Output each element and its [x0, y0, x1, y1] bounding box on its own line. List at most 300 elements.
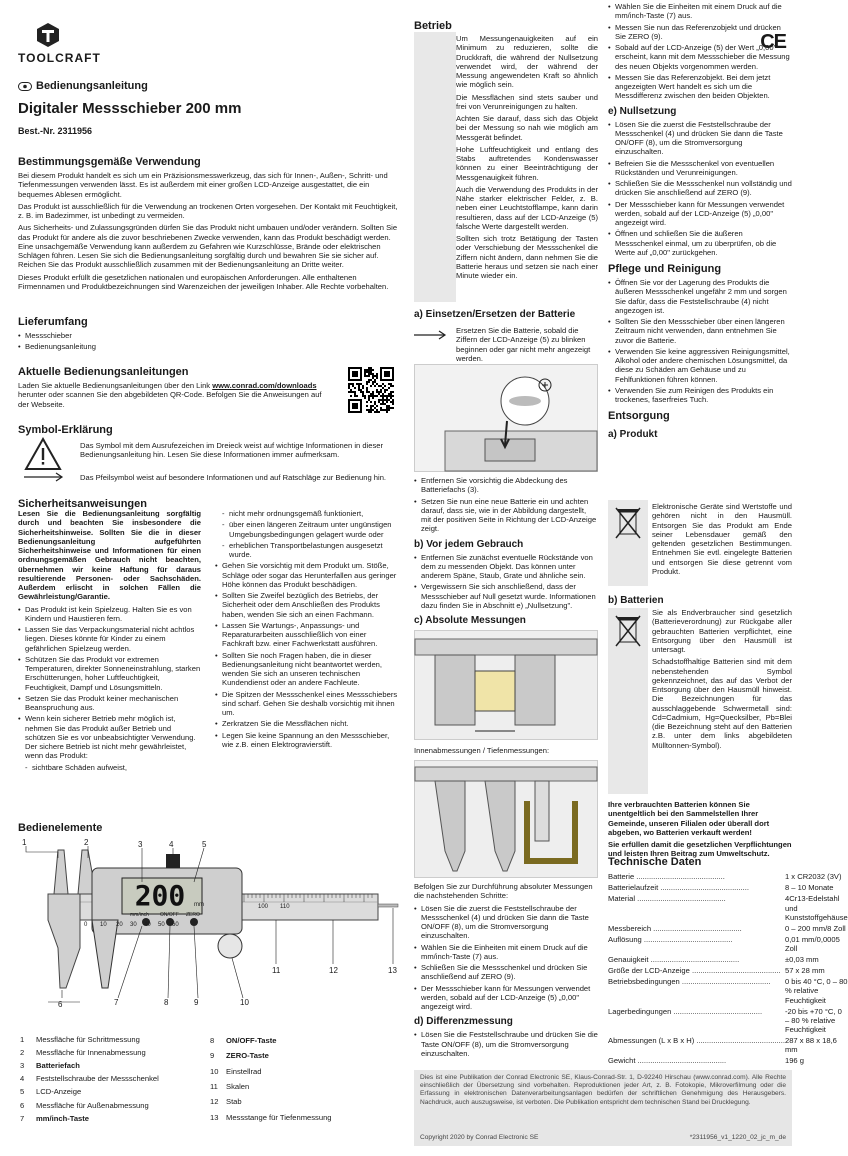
- qr-module: [382, 401, 384, 403]
- qr-module: [372, 377, 374, 379]
- callout-number: 2: [84, 838, 89, 847]
- list-item: • Öffnen Sie vor der Lagerung des Produkts die äußeren Messschenkel ungefähr 2 mm und sorgen Sie dafür, dass die Feststellschraube (4) nicht angezogen ist.: [608, 278, 792, 315]
- section-heading: Entsorgung: [608, 410, 670, 423]
- legend-label: Messfläche für Innenabmessung: [36, 1048, 146, 1058]
- qr-module: [368, 381, 370, 383]
- qr-module: [366, 371, 368, 373]
- qr-module: [388, 407, 390, 409]
- legend-label: Messstange für Tiefenmessung: [226, 1112, 332, 1122]
- qr-module: [384, 399, 386, 401]
- qr-module: [370, 405, 372, 407]
- qr-module: [370, 369, 372, 371]
- copyright: Copyright 2020 by Conrad Electronic SE: [420, 1134, 539, 1142]
- qr-module: [366, 375, 368, 377]
- safety-item: • Lassen Sie das Verpackungsmaterial nicht achtlos liegen. Dieses könnte für Kinder zu einem gefährlichen Spielzeug werden.: [18, 625, 201, 653]
- qr-module: [390, 401, 392, 403]
- legend-number: 9: [210, 1051, 215, 1061]
- qr-module: [358, 387, 360, 389]
- brand-name: TOOLCRAFT: [18, 51, 101, 65]
- battery-illustration: [414, 364, 598, 472]
- qr-module: [372, 369, 374, 371]
- qr-module: [364, 373, 366, 375]
- button-label-zero: ZERO: [186, 912, 200, 918]
- qr-module: [368, 369, 370, 371]
- qr-module: [348, 385, 350, 387]
- doc-title: Digitaler Messschieber 200 mm: [18, 100, 242, 117]
- callout-number: 3: [138, 840, 143, 849]
- legend-number: 3: [20, 1061, 25, 1071]
- inner-measurement-illustration: [414, 760, 598, 878]
- qr-module: [366, 405, 368, 407]
- qr-module: [356, 395, 358, 397]
- callout-number: 13: [388, 966, 397, 975]
- qr-module: [364, 371, 366, 373]
- legend-row: [20, 1060, 206, 1071]
- qr-module: [390, 383, 392, 385]
- qr-module: [374, 379, 376, 381]
- legend-row: [20, 1034, 206, 1045]
- warning-explanation: Das Symbol mit dem Ausrufezeichen im Dreieck weist auf wichtige Informationen in dieser Bedienungsanleitung hin. Lesen Sie diese Informationen immer aufmerksam.: [80, 441, 384, 460]
- safety-item: • Die Spitzen der Messschenkel eines Messschiebers sind scharf. Gehen Sie deshalb vorsichtig mit ihnen um.: [215, 690, 398, 718]
- qr-module: [370, 393, 372, 395]
- safety-item: • Setzen Sie das Produkt keiner mechanischen Beanspruchung aus.: [18, 694, 201, 713]
- safety-item: • Sollten Sie noch Fragen haben, die in dieser Bedienungsanleitung nicht beantwortet werden, wenden Sie sich an unseren technischen Kundendienst oder an andere Fachleute.: [215, 651, 398, 688]
- legend-label: LCD-Anzeige: [36, 1087, 82, 1097]
- qr-module: [384, 371, 390, 377]
- legend-number: 7: [20, 1113, 25, 1123]
- qr-module: [366, 389, 368, 391]
- qr-module: [368, 379, 370, 381]
- section-heading: c) Absolute Messungen: [414, 615, 526, 626]
- product-disposal-text: Elektronische Geräte sind Wertstoffe und gehören nicht in den Hausmüll. Entsorgen Sie das Produkt am Ende seiner Lebensdauer gemäß den geltenden gesetzlichen Bestimmungen. Entnehmen Sie evtl. eingelegte Batterien und entsorgen Sie diese getrennt vom Produkt.: [652, 502, 792, 576]
- qr-module: [376, 405, 378, 407]
- footer-text: Dies ist eine Publikation der Conrad Electronic SE, Klaus-Conrad-Str. 1, D-92240 Hirschau (www.conrad.com). Alle Rechte einschließlich der Übersetzung sind vorbehalten. Reproduktionen jeder Art, z. B. Fotokopie, Mikroverfilmung oder die Erfassung in elektronischen Datenverarbeitungsanlagen bedürfen der schriftlichen Genehmigung des Herausgebers. Nachdruck, auch auszugsweise, ist verboten. Die Publikation entspricht dem technischen Stand bei Drucklegung.: [420, 1074, 786, 1106]
- list-item: • Schließen Sie die Messschenkel und drücken Sie anschließend auf ZERO (9).: [414, 963, 598, 982]
- legend-right: [208, 1032, 398, 1126]
- qr-module: [386, 399, 388, 401]
- absolute-steps: [414, 882, 598, 1060]
- qr-module: [378, 385, 380, 387]
- arrow-icon: [414, 330, 446, 340]
- spec-value: 8 – 10 Monate: [784, 883, 834, 893]
- scale-number: 30: [130, 922, 137, 928]
- qr-module: [372, 405, 374, 407]
- list-item: • Lösen Sie die Feststellschraube und drücken Sie die Taste ON/OFF (8), um die Stromversorgung einzuschalten.: [414, 1030, 598, 1058]
- legend-number: 10: [210, 1066, 219, 1076]
- legend-label: Messfläche für Außenabmessung: [36, 1100, 149, 1110]
- legend-label: Einstellrad: [226, 1066, 262, 1076]
- ce-mark: CE: [760, 31, 786, 53]
- paragraph: Sie erfüllen damit die gesetzlichen Verpflichtungen und leisten Ihren Beitrag zum Umweltschutz.: [608, 840, 792, 859]
- qr-module: [368, 399, 370, 401]
- qr-module: [376, 375, 378, 377]
- list-item: • Wählen Sie die Einheiten mit einem Druck auf die mm/inch-Taste (7) aus.: [608, 2, 792, 21]
- qr-module: [382, 395, 384, 397]
- spec-key: Batterielaufzeit ..........................................: [608, 883, 749, 893]
- list-item: • Öffnen und schließen Sie die äußeren Messschenkel einmal, um zu überprüfen, ob die Werte auf „0,00" zurückgehen.: [608, 229, 792, 257]
- legend-label: Skalen: [226, 1081, 250, 1091]
- safety-intro: Lesen Sie die Bedienungsanleitung sorgfältig durch und beachten Sie insbesondere die Sicherheitshinweise. Sollten Sie die in dieser Bedienungsanleitung aufgeführten Sicherheitshinweise und Informationen für einen ordnungsgemäßen Gebrauch nicht beachten, übernehmen wir keine Haftung für daraus resultierende Personen- oder Sachschäden. Außerdem erlischt in solchen Fällen die Gewährleistung/Garantie.: [18, 509, 201, 602]
- qr-module: [372, 383, 374, 385]
- list-item: • Lösen Sie die zuerst die Feststellschraube der Messschenkel (4) und drücken Sie dann die Taste ON/OFF (8), um die Stromversorgung einzuschalten.: [414, 904, 598, 941]
- qr-module: [362, 387, 364, 389]
- legend-label: ZERO-Taste: [226, 1051, 269, 1061]
- list-item: • Der Messschieber kann für Messungen verwendet werden, sobald auf der LCD-Anzeige (5) „0,00" angezeigt wird.: [414, 984, 598, 1012]
- qr-module: [366, 401, 368, 403]
- text: Laden Sie aktuelle Bedienungsanleitungen über den Link: [18, 381, 213, 391]
- qr-module: [368, 371, 370, 373]
- qr-module: [378, 393, 380, 395]
- section-specs: [608, 850, 848, 1066]
- qr-module: [364, 369, 366, 371]
- paragraph: Das Produkt ist ausschließlich für die Verwendung an trockenen Orten vorgesehen. Der Kontakt mit Feuchtigkeit, z. B. im Badezimmer, ist unbedingt zu vermeiden.: [18, 201, 398, 221]
- callout-number: 8: [164, 998, 169, 1007]
- qr-module: [384, 389, 386, 391]
- spec-key: Betriebsbedingungen ..........................................: [608, 977, 771, 987]
- qr-module: [382, 409, 384, 411]
- qr-module: [362, 391, 364, 393]
- qr-module: [386, 407, 388, 409]
- qr-module: [368, 395, 370, 397]
- qr-module: [392, 401, 394, 403]
- qr-module: [390, 407, 392, 409]
- section-heading: Bestimmungsgemäße Verwendung: [18, 156, 201, 168]
- qr-module: [364, 395, 366, 397]
- spec-row: [608, 1035, 848, 1055]
- callout-number: 6: [58, 1000, 63, 1009]
- header: [18, 22, 398, 122]
- spec-row: [608, 1055, 848, 1066]
- spec-value: 1 x CR2032 (3V): [784, 872, 842, 882]
- qr-module: [392, 403, 394, 405]
- section-heading: Betrieb: [414, 20, 452, 32]
- caliper-illustration: [18, 838, 398, 1018]
- spec-row: [608, 893, 848, 922]
- qr-module: [384, 391, 386, 393]
- qr-module: [368, 373, 370, 375]
- difference-steps: [608, 2, 792, 443]
- qr-module: [390, 393, 392, 395]
- qr-module: [370, 367, 372, 369]
- brand-logo-icon: [36, 22, 60, 48]
- scale-number: 110: [280, 904, 290, 910]
- section-controls: [18, 816, 398, 837]
- qr-module: [390, 385, 392, 387]
- qr-module: [384, 409, 386, 411]
- battery-disposal-text: [652, 608, 792, 753]
- qr-module: [374, 395, 376, 397]
- qr-module: [392, 385, 394, 387]
- qr-module: [372, 409, 374, 411]
- callout-number: 7: [114, 998, 119, 1007]
- paragraph: Hohe Luftfeuchtigkeit und entlang des Stabs auftretendes Kondenswasser können zu einer Beeinträchtigung der Messgenauigkeit führen.: [456, 144, 598, 182]
- download-link[interactable]: www.conrad.com/downloads: [212, 381, 317, 391]
- legend-number: 11: [210, 1081, 218, 1091]
- spec-row: [608, 934, 848, 954]
- qr-module: [366, 369, 368, 371]
- battery-steps: [414, 476, 598, 641]
- battery-hint: Ersetzen Sie die Batterie, sobald die Ziffern der LCD-Anzeige (5) zu blinken beginnen oder gar nicht mehr angezeigt werden.: [456, 326, 591, 363]
- safety-right-column: [215, 509, 398, 751]
- qr-module: [366, 381, 368, 383]
- spec-key: Abmessungen (L x B x H) ..........................................: [608, 1035, 785, 1045]
- section-heading: Bedienelemente: [18, 822, 103, 834]
- scale-number: 60: [172, 922, 179, 928]
- safety-item: • Zerkratzen Sie die Messflächen nicht.: [215, 719, 398, 728]
- qr-module: [388, 409, 390, 411]
- safety-item: • Legen Sie keine Spannung an den Messschieber, wie z.B. einen Elektrogravierstift.: [215, 731, 398, 750]
- caliper-diagram: [18, 838, 398, 1018]
- qr-module: [366, 391, 368, 393]
- list-item: • Verwenden Sie keine aggressiven Reinigungsmittel, Alkohol oder andere chemischen Lösungsmittel, da diese zu Schäden am Gehäuse und zu Fehlfunktionen führen können.: [608, 347, 792, 384]
- section-heading: e) Nullsetzung: [608, 105, 677, 117]
- qr-module: [352, 371, 358, 377]
- callout-number: 1: [22, 838, 27, 847]
- legend-row: [210, 1049, 396, 1062]
- qr-module: [374, 375, 376, 377]
- book-icon: [18, 82, 32, 91]
- qr-module: [348, 391, 350, 393]
- doc-type-label: Bedienungsanleitung: [36, 80, 148, 92]
- legend-label: Messfläche für Schrittmessung: [36, 1035, 140, 1044]
- button-label-mm-inch: mm/inch: [130, 912, 149, 918]
- specs-table: [608, 871, 848, 1066]
- spec-key: Lagerbedingungen ..........................................: [608, 1006, 763, 1016]
- callout-number: 9: [194, 998, 199, 1007]
- list-item: • Wählen Sie die Einheiten mit einem Druck auf die mm/inch-Taste (7) aus.: [414, 943, 598, 962]
- qr-module: [380, 391, 382, 393]
- spec-value: 4Cr13-Edelstahl und Kunststoffgehäuse: [784, 894, 848, 922]
- spec-value: 0 bis 40 °C, 0 – 80 % relative Feuchtigkeit: [784, 977, 848, 1005]
- section-symbols: [18, 418, 398, 439]
- qr-module: [366, 387, 368, 389]
- paragraph: Die Messflächen sind stets sauber und frei von Verunreinigungen zu halten.: [456, 92, 598, 111]
- legend-number: 5: [20, 1087, 25, 1097]
- paragraph: Sie als Endverbraucher sind gesetzlich (Batterieverordnung) zur Rückgabe aller gebrauchten Batterien verpflichtet, eine Entsorgung über den Hausmüll ist untersagt.: [652, 608, 792, 654]
- warning-triangle-icon: [24, 437, 62, 471]
- qr-module: [368, 411, 370, 413]
- legend-number: 8: [210, 1036, 215, 1046]
- qr-module: [388, 393, 390, 395]
- qr-module: [388, 387, 390, 389]
- list-item: • Setzen Sie nun eine neue Batterie ein und achten darauf, dass sie, wie in der Abbildung dargestellt, mit der positiven Seite in Richtung der LCD-Anzeige zeigt.: [414, 497, 598, 534]
- qr-module: [392, 407, 394, 409]
- spec-row: [608, 976, 848, 1005]
- qr-module: [348, 387, 350, 389]
- qr-module: [370, 385, 372, 387]
- safety-item: • Sollten Sie Zweifel bezüglich des Betriebs, der Sicherheit oder dem Anschließen des Produkts haben, wenden Sie sich an einen Fachmann.: [215, 591, 398, 619]
- qr-module: [386, 397, 388, 399]
- legend-left: [18, 1032, 208, 1126]
- qr-module: [368, 367, 370, 369]
- qr-module: [364, 397, 366, 399]
- qr-code-icon[interactable]: [348, 367, 394, 413]
- callout-number: 11: [272, 966, 281, 975]
- qr-module: [362, 395, 364, 397]
- qr-module: [382, 387, 384, 389]
- qr-module: [372, 373, 374, 375]
- crossed-bin-icon: [608, 608, 648, 654]
- qr-module: [378, 399, 380, 401]
- spec-key: Gewicht ..........................................: [608, 1056, 727, 1066]
- spec-row: [608, 871, 848, 882]
- safety-subitem: - nicht mehr ordnungsgemäß funktioniert,: [222, 509, 398, 518]
- legend-row: [20, 1073, 206, 1084]
- qr-module: [350, 391, 352, 393]
- order-number: Best.-Nr. 2311956: [18, 126, 93, 136]
- qr-module: [392, 399, 394, 401]
- section-current-manuals: [18, 360, 323, 412]
- qr-module: [370, 401, 372, 403]
- paragraph: Befolgen Sie zur Durchführung absoluter Messungen die nachstehenden Schritte:: [414, 882, 593, 901]
- qr-module: [350, 395, 352, 397]
- legend-row: [210, 1080, 396, 1093]
- qr-module: [354, 395, 356, 397]
- spec-value: 287 x 88 x 18,6 mm: [784, 1035, 837, 1055]
- qr-module: [356, 383, 358, 385]
- qr-module: [386, 409, 388, 411]
- qr-module: [358, 385, 360, 387]
- qr-module: [352, 383, 354, 385]
- spec-row: [608, 965, 848, 976]
- qr-module: [374, 385, 376, 387]
- qr-module: [350, 389, 352, 391]
- qr-module: [376, 373, 378, 375]
- qr-module: [384, 395, 386, 397]
- section-heading: a) Einsetzen/Ersetzen der Batterie: [414, 309, 576, 320]
- safety-left-column: [18, 509, 201, 774]
- safety-item: • Wenn kein sicherer Betrieb mehr möglich ist, nehmen Sie das Produkt außer Betrieb und schützen Sie es vor unbeabsichtigter Verwendung. Der sichere Betrieb ist nicht mehr gewährleistet, wenn das Produkt:: [18, 714, 201, 760]
- list-item: • Messen Sie nun das Referenzobjekt und drücken Sie ZERO (9).: [608, 23, 792, 42]
- safety-subitem: - erheblichen Transportbelastungen ausgesetzt wurde.: [222, 541, 398, 560]
- qr-module: [374, 411, 376, 413]
- legend-number: 12: [210, 1097, 219, 1107]
- qr-module: [390, 395, 392, 397]
- section-heading: Lieferumfang: [18, 316, 88, 328]
- qr-module: [376, 389, 378, 391]
- paragraph: Aus Sicherheits- und Zulassungsgründen dürfen Sie das Produkt nicht umbauen und/oder verändern. Sollten Sie das Produkt für andere als die zuvor beschriebenen Zwecke verwenden, kann das Produkt beschädigt werden. Eine unsachgemäße Verwendung kann außerdem zu Gefahren wie Kurzschlüsse, Brände oder elektrischen Schlägen führen. Lesen Sie sich die Bedienungsanleitung sorgfältig durch und bewahren Sie sie sicher auf. Reichen Sie das Produkt ausschließlich zusammen mit der Bedienungsanleitung an Dritte weiter.: [18, 223, 398, 270]
- qr-module: [372, 395, 374, 397]
- legend-number: 6: [20, 1100, 25, 1110]
- qr-module: [390, 397, 392, 399]
- safety-item: • Das Produkt ist kein Spielzeug. Halten Sie es von Kindern und Haustieren fern.: [18, 605, 201, 624]
- qr-module: [370, 409, 372, 411]
- spec-value: ±0,03 mm: [784, 955, 819, 965]
- qr-module: [390, 391, 392, 393]
- safety-subitem: - über einen längeren Zeitraum unter ungünstigen Umgebungsbedingungen gelagert wurde oder: [222, 520, 398, 539]
- safety-item: • Schützen Sie das Produkt vor extremen Temperaturen, direkter Sonneneinstrahlung, starken Erschütterungen, hoher Luftfeuchtigkeit, Feuchtigkeit, Dampf und Lösungsmitteln.: [18, 655, 201, 692]
- qr-module: [388, 395, 390, 397]
- section-heading: b) Vor jedem Gebrauch: [414, 538, 524, 550]
- qr-module: [384, 403, 386, 405]
- section-heading: Aktuelle Bedienungsanleitungen: [18, 366, 189, 378]
- paragraph: Schadstoffhaltige Batterien sind mit dem nebenstehenden Symbol gekennzeichnet, das auf das Verbot der Entsorgung über den Hausmüll hinweist. Die Bezeichnungen für das ausschlaggebende Schwermetall sind: Cd=Cadmium, Hg=Quecksilber, Pb=Blei (die Bezeichnung steht auf den Batterien z.B. unter dem links abgebildeten Mülltonnen-Symbol).: [652, 657, 792, 750]
- button-label-on-off: ON/OFF: [160, 912, 179, 918]
- qr-module: [362, 385, 364, 387]
- callout-number: 12: [329, 966, 338, 975]
- spec-row: [608, 954, 848, 965]
- qr-module: [362, 393, 364, 395]
- qr-module: [354, 393, 356, 395]
- paragraph: Ihre verbrauchten Batterien können Sie unentgeltlich bei den Sammelstellen Ihrer Gemeinde, unseren Filialen oder überall dort abgeben, wo Batterien verkauft werden!: [608, 800, 770, 837]
- doc-type: [18, 80, 148, 93]
- qr-module: [374, 401, 376, 403]
- section-intended-use: [18, 150, 398, 294]
- qr-module: [378, 391, 380, 393]
- qr-module: [364, 375, 366, 377]
- qr-module: [360, 391, 362, 393]
- list-item: • Der Messschieber kann für Messungen verwendet werden, sobald auf der LCD-Anzeige (5) „0,00" angezeigt wird.: [608, 200, 792, 228]
- qr-module: [376, 411, 378, 413]
- spec-row: [608, 923, 848, 934]
- section-heading: Symbol-Erklärung: [18, 424, 113, 436]
- qr-module: [372, 397, 374, 399]
- qr-module: [380, 399, 382, 401]
- qr-module: [374, 403, 376, 405]
- legend-row: [210, 1034, 396, 1047]
- section-scope-of-delivery: [18, 310, 398, 354]
- legend-label: Stab: [226, 1097, 242, 1107]
- crossed-bin-icon: [608, 500, 648, 546]
- scale-number: 20: [116, 922, 123, 928]
- paragraph: Achten Sie darauf, dass sich das Objekt bei der Messung so nah wie möglich am Messgerät befindet.: [456, 114, 598, 142]
- section-heading: a) Produkt: [608, 428, 658, 440]
- qr-module: [380, 395, 382, 397]
- qr-module: [376, 377, 378, 379]
- version-code: *2311956_v1_1220_02_jc_m_de: [689, 1134, 786, 1142]
- legend-row: [20, 1047, 206, 1058]
- paragraph: Dieses Produkt erfüllt die gesetzlichen nationalen und europäischen Anforderungen. Alle enthaltenen Firmennamen und Produktbezeichnungen sind Warenzeichen der jeweiligen Inhaber. Alle Rechte vorbehalten.: [18, 272, 389, 291]
- subheading: Innenabmessungen / Tiefenmessungen:: [414, 746, 550, 755]
- qr-module: [372, 393, 374, 395]
- qr-module: [348, 383, 350, 385]
- qr-module: [352, 391, 354, 393]
- qr-module: [366, 409, 368, 411]
- callout-number: 10: [240, 998, 249, 1007]
- qr-module: [368, 391, 370, 393]
- legend-number: 13: [210, 1112, 219, 1122]
- disposal-box-stripe: [608, 500, 648, 586]
- paragraph: Um Messungenauigkeiten auf ein Minimum zu reduzieren, sollte die Druckkraft, die während der Nullsetzung verwendet wird, der während der Messung angewendeten Kraft so ähnlich wie möglich sein.: [456, 34, 598, 90]
- qr-module: [380, 409, 382, 411]
- qr-module: [384, 385, 386, 387]
- section-heading: Technische Daten: [608, 856, 702, 868]
- spec-key: Batterie ..........................................: [608, 872, 725, 882]
- paragraph: Bei diesem Produkt handelt es sich um ein Präzisionsmesswerkzeug, das sich für Innen-, Außen-, Schritt- und Tiefenmessungen verwenden lässt. Es ist außerdem mit einer großen LCD-Anzeige ausgestattet, die ein bequemes Ablesen ermöglicht.: [18, 171, 388, 199]
- legend-label: ON/OFF-Taste: [226, 1036, 277, 1046]
- qr-module: [382, 403, 384, 405]
- qr-module: [374, 381, 376, 383]
- spec-key: Messbereich ..........................................: [608, 923, 742, 933]
- scale-number: 50: [158, 922, 165, 928]
- list-item: • Sobald auf der LCD-Anzeige (5) der Wert „0,00" erscheint, kann mit dem Messschieber die Messung des neuen Objekts vorgenommen werden.: [608, 43, 792, 71]
- arrow-explanation: Das Pfeilsymbol weist auf besondere Informationen und auf Ratschläge zur Bedienung hin.: [80, 473, 387, 482]
- legend-number: 1: [20, 1035, 25, 1044]
- qr-module: [370, 411, 372, 413]
- callout-number: 5: [202, 840, 207, 849]
- legend-row: [210, 1065, 396, 1078]
- list-item: • Messen Sie das Referenzobjekt. Bei dem jetzt angezeigten Wert handelt es sich um die Messdifferenz zwischen den beiden Objekten.: [608, 73, 792, 101]
- operation-notes: [456, 34, 598, 283]
- footer: [414, 1070, 792, 1146]
- section-heading: Sicherheitsanweisungen: [18, 498, 147, 510]
- qr-module: [392, 395, 394, 397]
- qr-module: [382, 399, 384, 401]
- qr-module: [354, 387, 356, 389]
- battery-disposal-stripe: [608, 608, 648, 794]
- qr-module: [392, 391, 394, 393]
- list-item: • Lösen Sie die zuerst die Feststellschraube der Messschenkel (4) und drücken Sie dann die Taste ON/OFF (8), um die Stromversorgung einzuschalten.: [608, 120, 792, 157]
